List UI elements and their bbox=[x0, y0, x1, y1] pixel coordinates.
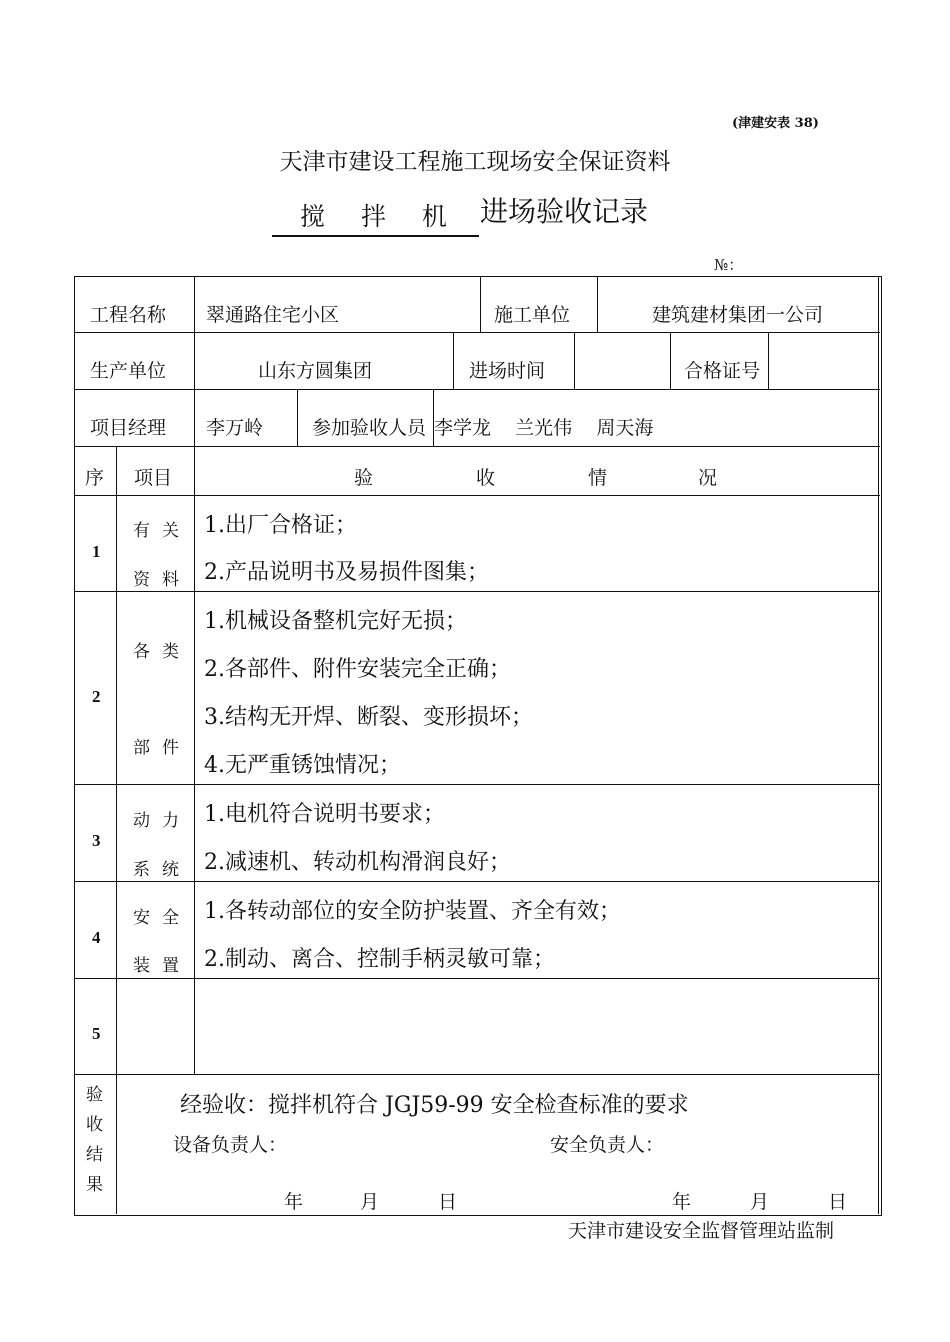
producer-value: 山东方圆集团 bbox=[258, 360, 373, 382]
col-divider bbox=[670, 332, 671, 389]
producer-label: 生产单位 bbox=[90, 360, 167, 382]
col-divider bbox=[116, 446, 117, 1214]
row-item-line2: 部件 bbox=[133, 738, 191, 758]
safety-person-label: 安全负责人： bbox=[550, 1134, 665, 1156]
entry-time-label: 进场时间 bbox=[469, 360, 546, 382]
col-divider bbox=[768, 332, 769, 389]
date-year-label: 年 bbox=[672, 1191, 692, 1213]
status-header-char: 况 bbox=[698, 467, 718, 489]
date-year-label: 年 bbox=[284, 1191, 304, 1213]
row-check-line: 2.制动、离合、控制手柄灵敏可靠； bbox=[204, 947, 555, 972]
date-day-label: 日 bbox=[438, 1191, 458, 1213]
row-check-line: 1.各转动部位的安全防护装置、齐全有效； bbox=[204, 899, 621, 924]
document-title: 天津市建设工程施工现场安全保证资料 bbox=[279, 149, 671, 175]
equipment-name-underline bbox=[272, 235, 479, 237]
row-number: 4 bbox=[92, 928, 101, 947]
construction-unit-label: 施工单位 bbox=[494, 304, 571, 326]
row-number: 2 bbox=[92, 687, 101, 706]
row-number: 1 bbox=[92, 542, 101, 561]
inspectors-value: 李学龙 兰光伟 周天海 bbox=[434, 417, 654, 439]
row-item-line2: 装置 bbox=[133, 956, 191, 976]
item-header: 项目 bbox=[134, 467, 173, 489]
col-divider bbox=[453, 332, 454, 389]
result-label-char: 验 bbox=[86, 1085, 103, 1105]
row-number: 3 bbox=[92, 831, 101, 850]
status-header-char: 情 bbox=[588, 467, 608, 489]
manager-label: 项目经理 bbox=[90, 417, 167, 439]
col-divider bbox=[480, 276, 481, 332]
row-check-line: 1.电机符合说明书要求； bbox=[204, 802, 445, 827]
row-divider bbox=[74, 1074, 880, 1075]
col-divider bbox=[297, 389, 298, 446]
status-header-char: 验 bbox=[354, 467, 374, 489]
date-month-label: 月 bbox=[750, 1191, 770, 1213]
result-label-char: 结 bbox=[86, 1145, 103, 1165]
row-check-line: 1.出厂合格证； bbox=[204, 513, 357, 538]
supervisor-footer: 天津市建设安全监督管理站监制 bbox=[568, 1220, 835, 1242]
equipment-name: 搅 拌 机 bbox=[300, 202, 461, 231]
row-item-line1: 安全 bbox=[133, 908, 191, 928]
project-name-label: 工程名称 bbox=[90, 304, 167, 326]
row-check-line: 2.各部件、附件安装完全正确； bbox=[204, 657, 511, 682]
status-header-char: 收 bbox=[476, 467, 496, 489]
row-check-line: 3.结构无开焊、断裂、变形损坏； bbox=[204, 705, 533, 730]
col-divider bbox=[597, 276, 598, 332]
date-month-label: 月 bbox=[360, 1191, 380, 1213]
form-code: (津建安表 38) bbox=[732, 116, 819, 131]
row-item-line1: 动力 bbox=[133, 811, 191, 831]
result-label-char: 收 bbox=[86, 1115, 103, 1135]
row-item-line1: 各类 bbox=[133, 642, 191, 662]
manager-value: 李万岭 bbox=[206, 417, 264, 439]
seq-header: 序 bbox=[85, 467, 105, 489]
row-item-line1: 有关 bbox=[133, 521, 191, 541]
row-item-line2: 资料 bbox=[133, 570, 191, 590]
row-check-line: 2.减速机、转动机构滑润良好； bbox=[204, 850, 511, 875]
date-day-label: 日 bbox=[828, 1191, 848, 1213]
certificate-label: 合格证号 bbox=[684, 360, 761, 382]
col-divider bbox=[194, 446, 195, 1074]
project-name-value: 翠通路住宅小区 bbox=[206, 304, 340, 326]
serial-number-label: №： bbox=[714, 256, 744, 274]
inspectors-label: 参加验收人员 bbox=[312, 417, 427, 439]
inspection-conclusion: 经验收：搅拌机符合 JGJ59-99 安全检查标准的要求 bbox=[180, 1093, 689, 1118]
row-item-line2: 系统 bbox=[133, 860, 191, 880]
col-divider bbox=[194, 276, 195, 446]
row-number: 5 bbox=[92, 1024, 101, 1043]
equipment-person-label: 设备负责人： bbox=[173, 1134, 288, 1156]
row-check-line: 1.机械设备整机完好无损； bbox=[204, 609, 467, 634]
result-label-char: 果 bbox=[86, 1175, 103, 1195]
col-divider bbox=[574, 332, 575, 389]
construction-unit-value: 建筑建材集团一公司 bbox=[652, 304, 824, 326]
document-subtitle: 进场验收记录 bbox=[480, 195, 649, 228]
row-check-line: 4.无严重锈蚀情况； bbox=[204, 753, 401, 778]
row-check-line: 2.产品说明书及易损件图集； bbox=[204, 560, 489, 585]
